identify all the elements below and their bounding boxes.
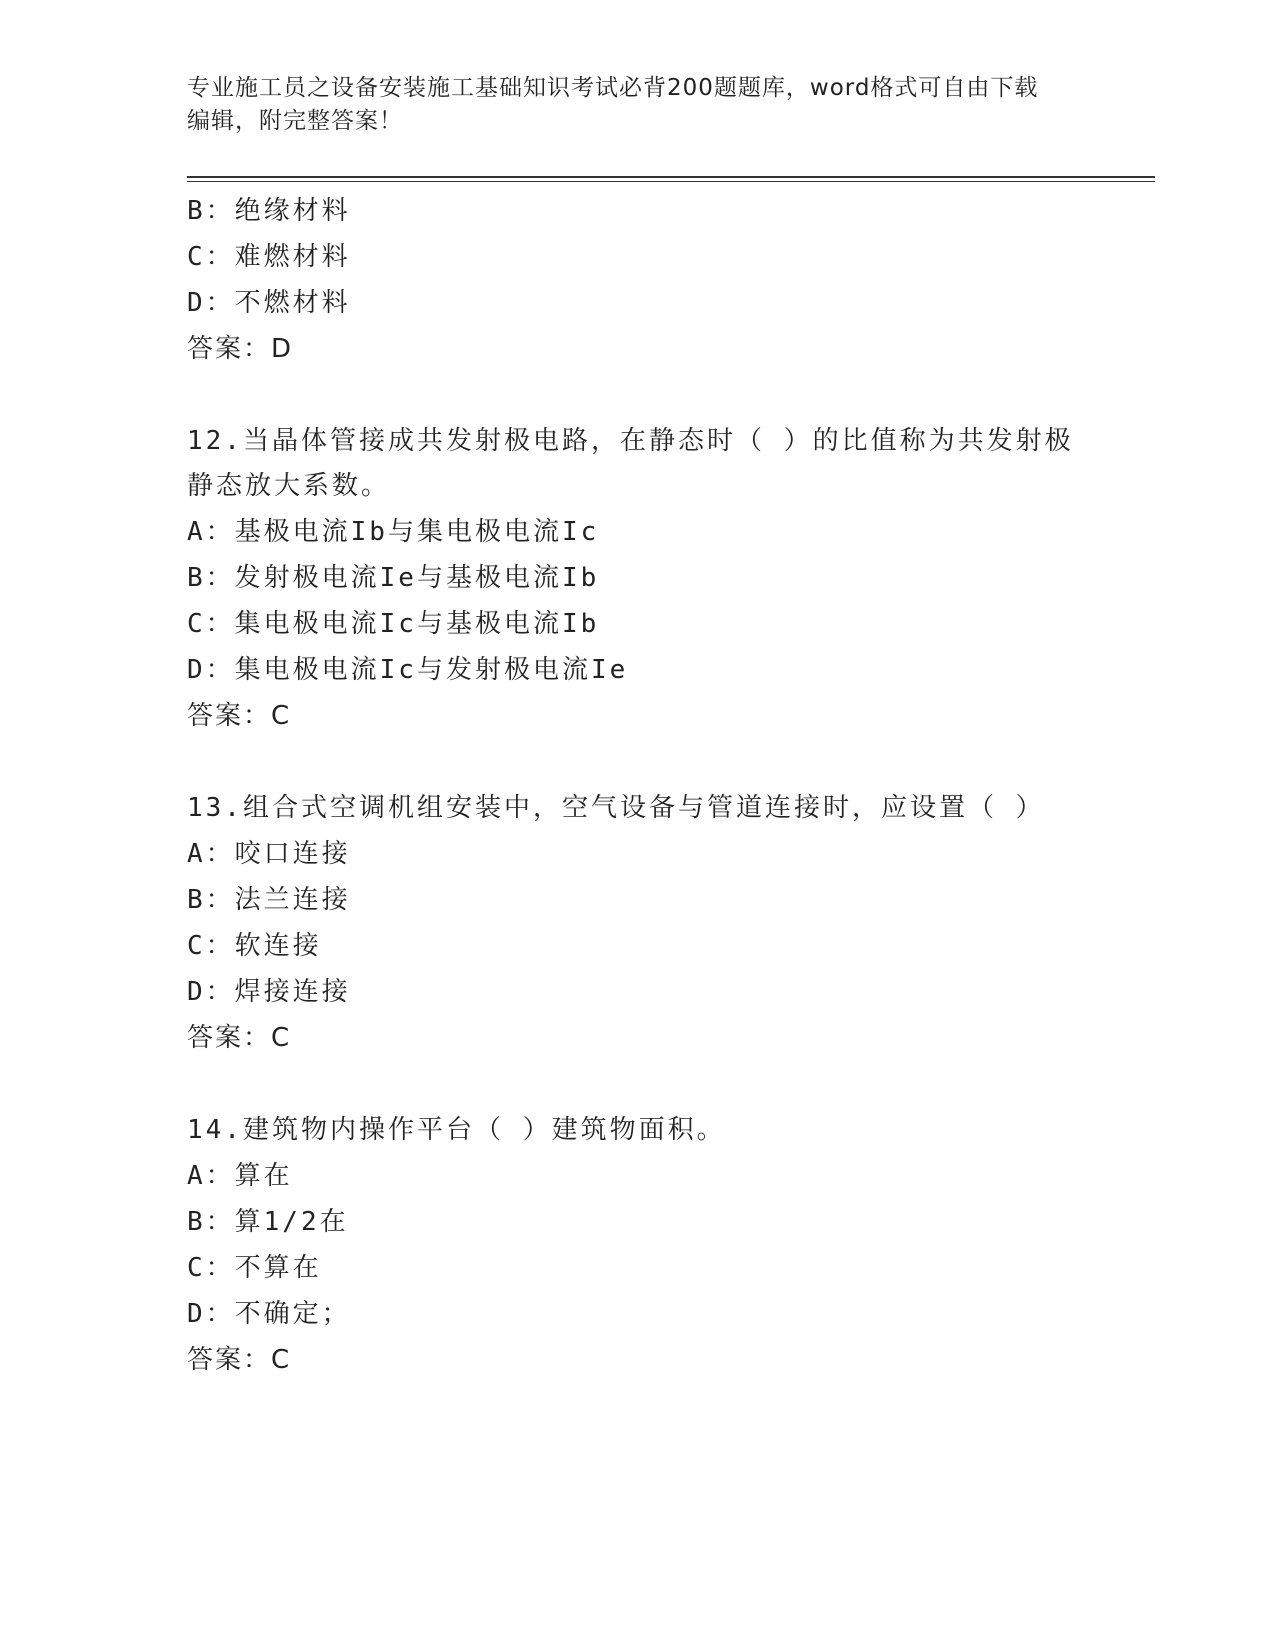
document-header xyxy=(187,72,1087,138)
question-spacer xyxy=(187,372,1087,419)
option-b: B：发射极电流Ie与基极电流Ib xyxy=(187,563,600,593)
header-divider-thin xyxy=(187,181,1155,182)
option-a: A：咬口连接 xyxy=(187,839,351,869)
option-a: A：算在 xyxy=(187,1161,293,1191)
question-stem-line-2: 静态放大系数。 xyxy=(187,471,391,501)
header-title-line-1: 专业施工员之设备安装施工基础知识考试必背200题题库，word格式可自由下载 xyxy=(187,75,1039,101)
question-spacer xyxy=(187,1061,1087,1108)
question-12 xyxy=(187,419,1087,739)
answer-line: 答案：C xyxy=(187,1023,292,1053)
option-c: C：软连接 xyxy=(187,931,322,961)
option-d: D：不燃材料 xyxy=(187,288,351,318)
answer-line: 答案：C xyxy=(187,1345,292,1375)
option-c: C：不算在 xyxy=(187,1253,322,1283)
option-d: D：不确定； xyxy=(187,1299,351,1329)
option-d: D：集电极电流Ic与发射极电流Ie xyxy=(187,655,629,685)
option-c: C：集电极电流Ic与基极电流Ib xyxy=(187,609,600,639)
question-stem-line-1: 12.当晶体管接成共发射极电路，在静态时（ ）的比值称为共发射极 xyxy=(187,426,1074,456)
question-list xyxy=(187,188,1087,1383)
answer-line: 答案：C xyxy=(187,701,292,731)
header-title-line-2: 编辑，附完整答案！ xyxy=(187,108,403,134)
option-b: B：绝缘材料 xyxy=(187,196,351,226)
option-c: C：难燃材料 xyxy=(187,242,351,272)
question-14 xyxy=(187,1108,1087,1383)
question-spacer xyxy=(187,739,1087,786)
option-a: A：基极电流Ib与集电极电流Ic xyxy=(187,517,600,547)
answer-line: 答案：D xyxy=(187,334,294,364)
question-11-tail xyxy=(187,188,1087,372)
question-13 xyxy=(187,786,1087,1061)
option-b: B：法兰连接 xyxy=(187,885,351,915)
question-stem-line-1: 14.建筑物内操作平台（ ）建筑物面积。 xyxy=(187,1115,726,1145)
option-d: D：焊接连接 xyxy=(187,977,351,1007)
header-divider-thick xyxy=(187,176,1155,178)
option-b: B：算1/2在 xyxy=(187,1207,349,1237)
question-stem-line-1: 13.组合式空调机组安装中，空气设备与管道连接时，应设置（ ） xyxy=(187,793,1045,823)
